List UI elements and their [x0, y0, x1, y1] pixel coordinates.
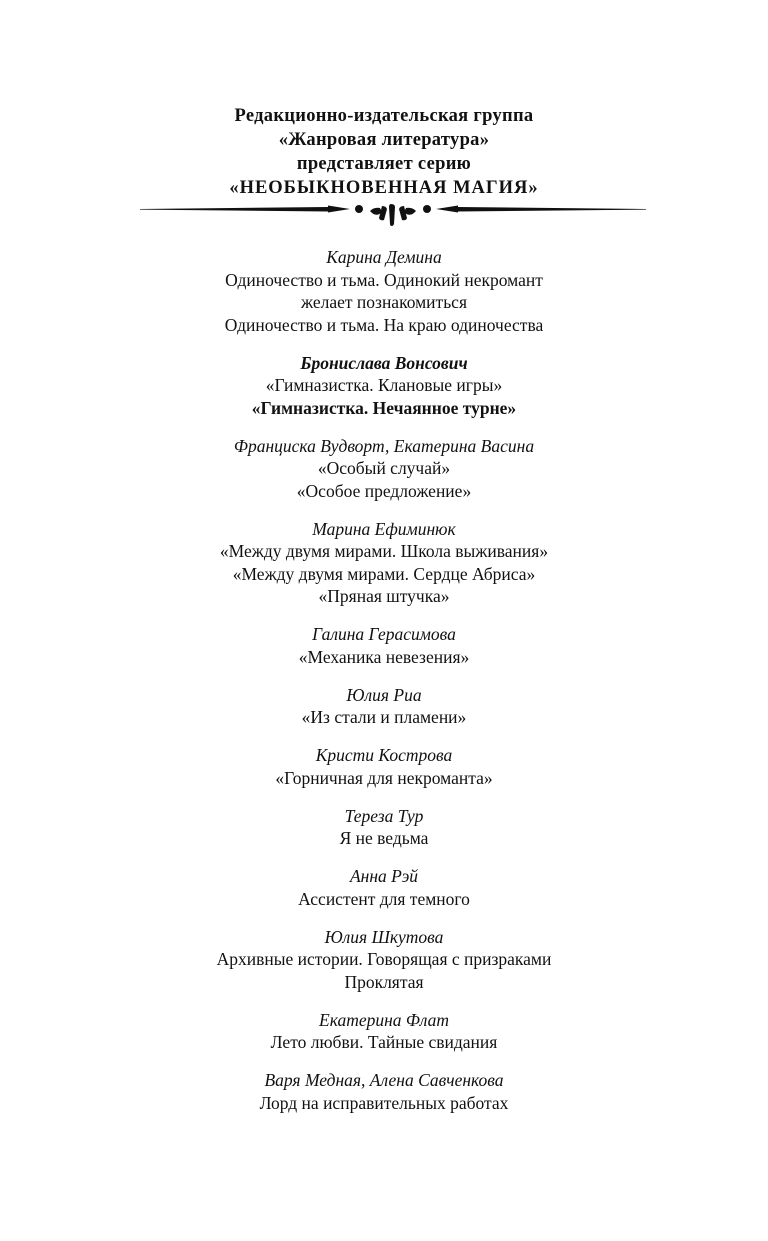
book-title: Лорд на исправительных работах	[259, 1092, 509, 1113]
list-item	[0, 865, 768, 910]
author-name: Франциска Вудворт, Екатерина Васина	[233, 435, 535, 456]
book-title: «Особый случай»	[317, 458, 451, 478]
book-title: Ассистент для темного	[298, 888, 470, 909]
list-item	[0, 246, 768, 336]
series-title: «НЕОБЫКНОВЕННАЯ МАГИЯ»	[229, 178, 539, 198]
book-title: Я не ведьма	[339, 828, 429, 848]
book-title: желает познакомиться	[301, 292, 467, 312]
list-item	[0, 435, 768, 503]
list-item	[0, 1009, 768, 1054]
list-item	[0, 684, 768, 729]
author-name: Тереза Тур	[344, 805, 424, 826]
author-name: Галина Герасимова	[312, 624, 456, 644]
book-title: «Механика невезения»	[298, 646, 470, 667]
series-book-list	[0, 246, 768, 1130]
book-title: Одиночество и тьма. На краю одиночества	[224, 314, 544, 335]
book-title: Архивные истории. Говорящая с призраками	[216, 949, 552, 969]
author-name: Марина Ефиминюк	[312, 518, 456, 539]
book-title: «Между двумя мирами. Сердце Абриса»	[232, 563, 536, 584]
author-name: Юлия Риа	[346, 684, 422, 705]
author-name: Кристи Кострова	[315, 745, 453, 765]
publisher-imprint-line: «Жанровая литература»	[278, 130, 490, 150]
book-title: «Из стали и пламени»	[301, 707, 467, 727]
book-title: «Между двумя мирами. Школа выживания»	[219, 541, 549, 561]
author-name: Екатерина Флат	[319, 1009, 449, 1030]
list-item	[0, 744, 768, 789]
book-title: Лето любви. Тайные свидания	[270, 1032, 498, 1052]
book-title: «Гимназистка. Клановые игры»	[265, 375, 503, 395]
list-item	[0, 1069, 768, 1114]
author-name: Анна Рэй	[349, 866, 419, 886]
list-item	[0, 518, 768, 608]
decorative-divider-fan-icon	[138, 198, 648, 226]
author-name: Варя Медная, Алена Савченкова	[264, 1070, 504, 1090]
publisher-group-line: Редакционно-издательская группа	[234, 106, 534, 126]
list-item	[0, 805, 768, 850]
author-name: Юлия Шкутова	[324, 926, 444, 947]
book-title: «Пряная штучка»	[318, 586, 450, 606]
author-name: Бронислава Вонсович	[300, 352, 468, 373]
book-title: Одиночество и тьма. Одинокий некромант	[225, 269, 543, 290]
list-item	[0, 623, 768, 668]
book-title: Проклятая	[344, 971, 424, 992]
book-title-highlighted: «Гимназистка. Нечаянное турне»	[251, 397, 517, 418]
publisher-header	[0, 104, 768, 200]
presents-line: представляет серию	[296, 154, 472, 174]
book-title: «Горничная для некроманта»	[275, 767, 493, 788]
book-title: «Особое предложение»	[296, 480, 472, 501]
list-item	[0, 352, 768, 420]
author-name: Карина Демина	[326, 247, 442, 267]
list-item	[0, 926, 768, 994]
